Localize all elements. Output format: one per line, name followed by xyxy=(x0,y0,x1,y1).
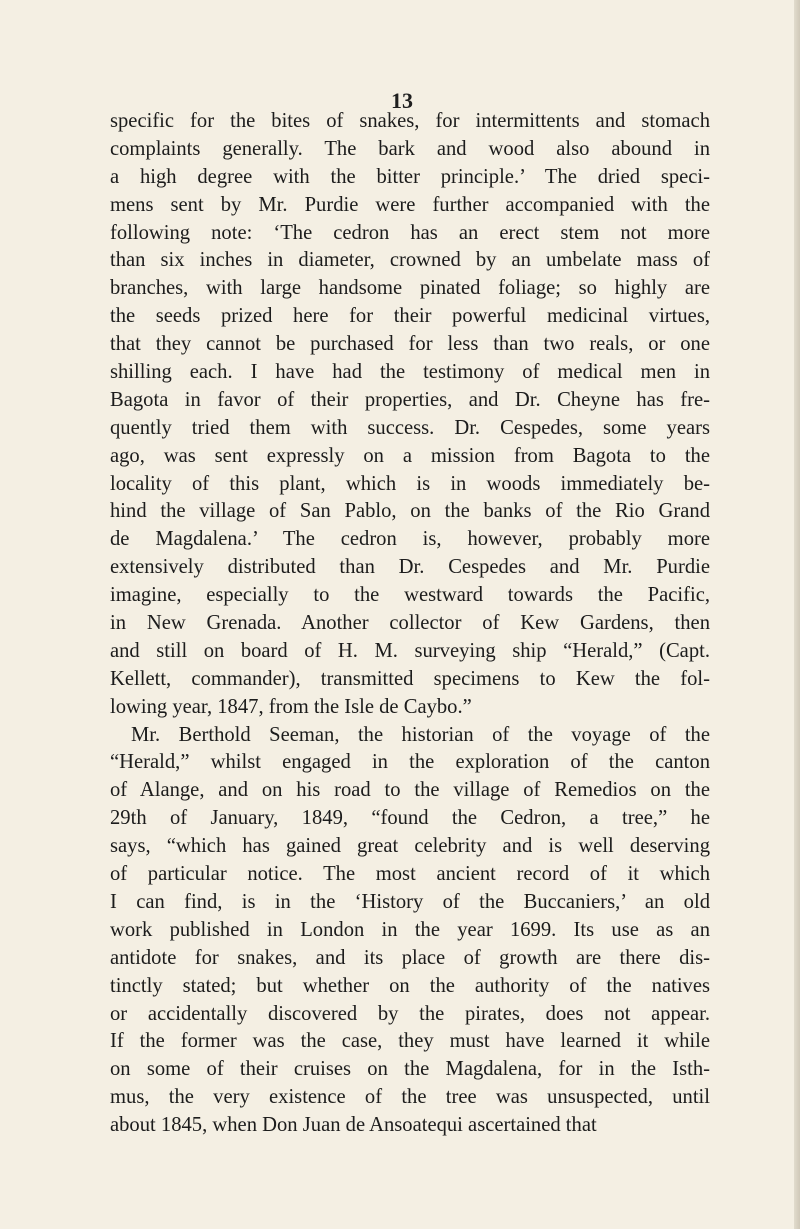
text-line: on some of their cruises on the Magdalena, for in the Isth- xyxy=(110,1058,710,1081)
page-edge xyxy=(794,0,800,1229)
text-line: de Magdalena.’ The cedron is, however, probably more xyxy=(110,528,710,551)
text-line: shilling each. I have had the testimony of medical men in xyxy=(110,361,710,384)
text-line: lowing year, 1847, from the Isle de Caybo.” xyxy=(110,695,472,718)
text-line: about 1845, when Don Juan de Ansoatequi ascertained that xyxy=(110,1114,597,1137)
text-line: I can find, is in the ‘History of the Buccaniers,’ an old xyxy=(110,890,710,913)
text-line: Bagota in favor of their properties, and Dr. Cheyne has fre- xyxy=(110,388,710,411)
text-line: locality of this plant, which is in woods immediately be- xyxy=(110,472,710,495)
text-line: If the former was the case, they must have learned it while xyxy=(110,1030,710,1053)
text-line: antidote for snakes, and its place of growth are there dis- xyxy=(110,946,710,969)
text-line: or accidentally discovered by the pirates, does not appear. xyxy=(110,1002,710,1025)
text-line: and still on board of H. M. surveying ship “Herald,” (Capt. xyxy=(110,639,710,662)
text-line: a high degree with the bitter principle.’ The dried speci- xyxy=(110,165,710,188)
text-line: work published in London in the year 1699. Its use as an xyxy=(110,918,710,941)
text-line: that they cannot be purchased for less than two reals, or one xyxy=(110,333,710,356)
text-line: mus, the very existence of the tree was unsuspected, until xyxy=(110,1086,710,1109)
text-line: Mr. Berthold Seeman, the historian of the voyage of the xyxy=(131,723,710,746)
text-line: imagine, especially to the westward towards the Pacific, xyxy=(110,584,710,607)
text-line: mens sent by Mr. Purdie were further accompanied with the xyxy=(110,193,710,216)
text-line: Kellett, commander), transmitted specimens to Kew the fol- xyxy=(110,667,710,690)
text-line: hind the village of San Pablo, on the banks of the Rio Grand xyxy=(110,500,710,523)
text-line: following note: ‘The cedron has an erect stem not more xyxy=(110,221,710,244)
text-line: complaints generally. The bark and wood also abound in xyxy=(110,137,710,160)
text-line: says, “which has gained great celebrity and is well deserving xyxy=(110,835,710,858)
text-line: of particular notice. The most ancient record of it which xyxy=(110,863,710,886)
text-line: than six inches in diameter, crowned by an umbelate mass of xyxy=(110,249,710,272)
text-line: specific for the bites of snakes, for intermittents and stomach xyxy=(110,110,710,132)
page-number: 13 xyxy=(391,88,413,113)
text-line: tinctly stated; but whether on the authority of the natives xyxy=(110,974,710,997)
text-line: 29th of January, 1849, “found the Cedron, a tree,” he xyxy=(110,807,710,830)
text-line: branches, with large handsome pinated foliage; so highly are xyxy=(110,277,710,300)
text-line: in New Grenada. Another collector of Kew Gardens, then xyxy=(110,612,710,635)
text-line: ago, was sent expressly on a mission from Bagota to the xyxy=(110,444,710,467)
text-line: extensively distributed than Dr. Cespedes and Mr. Purdie xyxy=(110,556,710,579)
text-line: the seeds prized here for their powerful medicinal virtues, xyxy=(110,305,710,328)
text-line: quently tried them with success. Dr. Cespedes, some years xyxy=(110,416,710,439)
text-line: “Herald,” whilst engaged in the exploration of the canton xyxy=(110,751,710,774)
body-text xyxy=(110,108,710,1140)
text-line: of Alange, and on his road to the village of Remedios on the xyxy=(110,779,710,802)
